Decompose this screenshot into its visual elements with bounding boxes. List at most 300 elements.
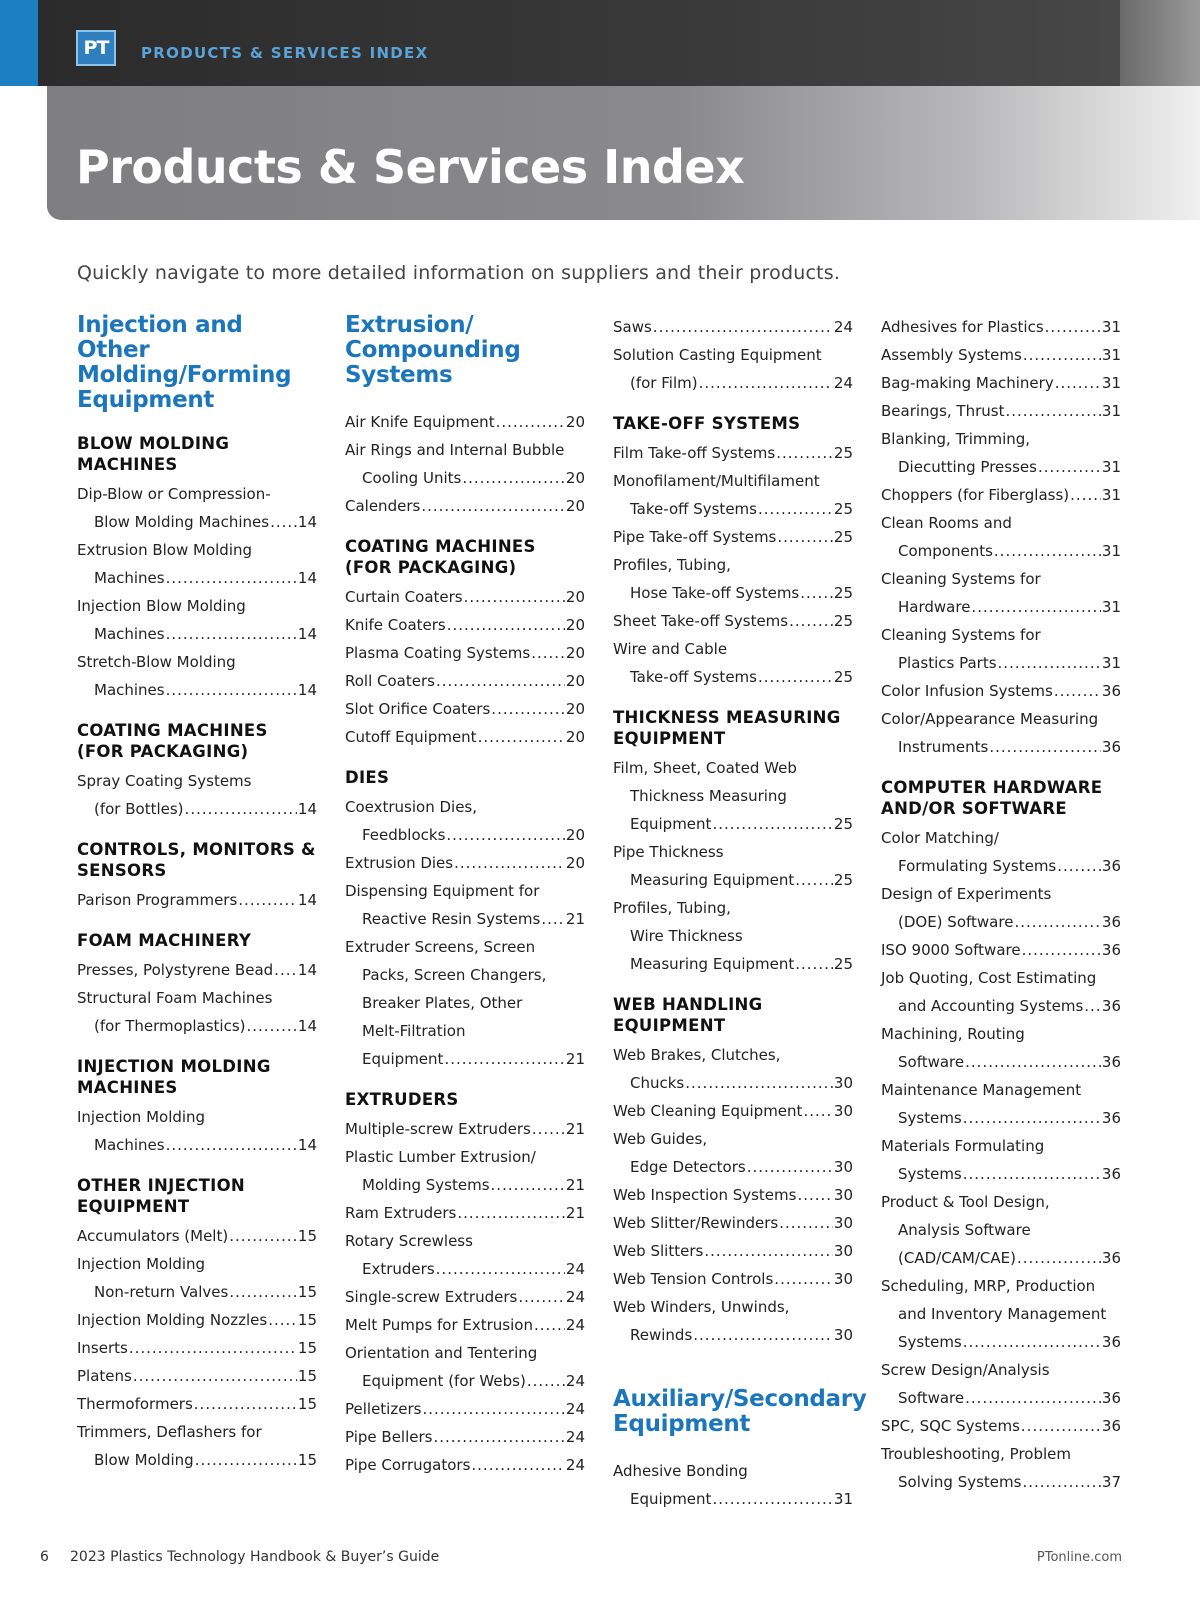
- entry-text: Calenders: [345, 497, 421, 515]
- entry-text: Wire and Cable: [613, 640, 728, 658]
- entry-text: Pipe Thickness: [613, 843, 724, 861]
- entry-text: Parison Programmers: [77, 891, 238, 909]
- dot-leader: [194, 1390, 297, 1418]
- entry-text: Adhesives for Plastics: [881, 318, 1044, 336]
- index-entry: [77, 1103, 317, 1159]
- index-entry: [345, 583, 585, 611]
- index-entry: [345, 793, 585, 849]
- entry-text: Hose Take-off Systems: [630, 584, 800, 602]
- index-entry: [77, 1362, 317, 1390]
- index-entry: [345, 1423, 585, 1451]
- index-entry: [77, 956, 317, 984]
- dot-leader: [685, 1069, 833, 1097]
- index-entry: [881, 1412, 1121, 1440]
- section-kicker: PRODUCTS & SERVICES INDEX: [141, 44, 429, 62]
- index-entry: [881, 481, 1121, 509]
- entry-text: Pipe Corrugators: [345, 1456, 471, 1474]
- entry-page-number: 14: [297, 961, 317, 979]
- category-heading: COATING MACHINES (FOR PACKAGING): [77, 721, 268, 761]
- index-entry: [881, 1272, 1121, 1356]
- entry-text: Coextrusion Dies,: [345, 798, 478, 816]
- entry-text: Reactive Resin Systems: [362, 910, 541, 928]
- entry-text: Sheet Take-off Systems: [613, 612, 789, 630]
- index-entry: [881, 677, 1121, 705]
- index-entry: [613, 1097, 853, 1125]
- entry-text: Melt-Filtration: [362, 1022, 466, 1040]
- entry-text: Equipment: [362, 1050, 444, 1068]
- entry-text: Measuring Equipment: [630, 871, 795, 889]
- entry-text: (DOE) Software: [898, 913, 1014, 931]
- index-entry: [613, 1209, 853, 1237]
- entry-page-number: 30: [833, 1074, 853, 1092]
- dot-leader: [491, 695, 565, 723]
- entry-text: Machines: [94, 681, 165, 699]
- entry-text: Platens: [77, 1367, 132, 1385]
- dot-leader: [699, 369, 833, 397]
- entry-text: Take-off Systems: [630, 500, 757, 518]
- dot-leader: [462, 464, 565, 492]
- entry-text: Breaker Plates, Other: [362, 994, 523, 1012]
- entry-text: Rotary Screwless: [345, 1232, 473, 1250]
- entry-page-number: 31: [1101, 402, 1121, 420]
- entry-page-number: 31: [1101, 542, 1121, 560]
- dot-leader: [963, 1104, 1101, 1132]
- index-entry: [613, 551, 853, 607]
- dot-leader: [777, 523, 833, 551]
- entry-text: Thickness Measuring: [630, 787, 787, 805]
- section-heading: Injection and Other Molding/Forming Equipment: [77, 312, 292, 413]
- entry-page-number: 25: [833, 871, 853, 889]
- page-title: Products & Services Index: [76, 140, 745, 194]
- entry-text: Blow Molding Machines: [94, 513, 270, 531]
- index-entry: [881, 369, 1121, 397]
- index-entry: [881, 397, 1121, 425]
- dot-leader: [758, 495, 833, 523]
- entry-page-number: 36: [1101, 682, 1121, 700]
- index-entry: [613, 439, 853, 467]
- index-entry: [345, 1451, 585, 1479]
- index-entry: [881, 964, 1121, 1020]
- index-column-4: [881, 313, 1121, 1496]
- dot-leader: [446, 821, 565, 849]
- entry-text: Melt Pumps for Extrusion: [345, 1316, 533, 1334]
- entry-page-number: 30: [833, 1242, 853, 1260]
- entry-page-number: 15: [297, 1227, 317, 1245]
- entry-text: Inserts: [77, 1339, 128, 1357]
- dot-leader: [963, 1328, 1101, 1356]
- entry-text: Screw Design/Analysis: [881, 1361, 1050, 1379]
- category-heading: CONTROLS, MONITORS & SENSORS: [77, 840, 316, 880]
- page-number: 6: [40, 1549, 49, 1565]
- entry-text: Extrusion Blow Molding: [77, 541, 253, 559]
- entry-text: Cooling Units: [362, 469, 462, 487]
- index-entry: [881, 824, 1121, 880]
- entry-page-number: 25: [833, 955, 853, 973]
- entry-text: Machines: [94, 625, 165, 643]
- dot-leader: [444, 1045, 564, 1073]
- entry-text: Systems: [898, 1333, 962, 1351]
- entry-page-number: 15: [297, 1311, 317, 1329]
- category-heading: TAKE-OFF SYSTEMS: [613, 414, 801, 433]
- dot-leader: [447, 611, 565, 639]
- entry-page-number: 25: [833, 612, 853, 630]
- entry-text: Cleaning Systems for: [881, 626, 1041, 644]
- dot-leader: [532, 1115, 565, 1143]
- intro-text: Quickly navigate to more detailed information on suppliers and their products.: [77, 262, 841, 284]
- entry-text: Multiple-screw Extruders: [345, 1120, 531, 1138]
- dot-leader: [776, 439, 833, 467]
- dot-leader: [491, 1171, 565, 1199]
- section-heading: Extrusion/ Compounding Systems: [345, 312, 521, 388]
- entry-page-number: 24: [833, 318, 853, 336]
- entry-text: Injection Molding: [77, 1255, 206, 1273]
- entry-page-number: 24: [565, 1372, 585, 1390]
- entry-page-number: 15: [297, 1283, 317, 1301]
- entry-page-number: 30: [833, 1186, 853, 1204]
- entry-text: Dispensing Equipment for: [345, 882, 540, 900]
- entry-page-number: 25: [833, 815, 853, 833]
- category-heading: OTHER INJECTION EQUIPMENT: [77, 1176, 246, 1216]
- entry-page-number: 15: [297, 1451, 317, 1469]
- entry-page-number: 36: [1101, 1053, 1121, 1071]
- dot-leader: [1054, 677, 1101, 705]
- index-entry: [345, 849, 585, 877]
- entry-text: Web Tension Controls: [613, 1270, 774, 1288]
- dot-leader: [693, 1321, 833, 1349]
- dot-leader: [998, 649, 1101, 677]
- index-column-2: [345, 313, 585, 1479]
- category-heading: EXTRUDERS: [345, 1090, 459, 1109]
- entry-page-number: 36: [1101, 1389, 1121, 1407]
- index-entry: [77, 648, 317, 704]
- index-entry: [881, 1076, 1121, 1132]
- entry-text: Film Take-off Systems: [613, 444, 776, 462]
- index-column-3: [613, 313, 867, 1513]
- dot-leader: [454, 849, 565, 877]
- header-band: [0, 0, 1200, 86]
- index-entry: [881, 1440, 1121, 1496]
- dot-leader: [534, 1311, 565, 1339]
- entry-text: (for Thermoplastics): [94, 1017, 246, 1035]
- entry-text: Components: [898, 542, 993, 560]
- dot-leader: [795, 950, 833, 978]
- index-entry: [345, 723, 585, 751]
- entry-text: Profiles, Tubing,: [613, 899, 731, 917]
- dot-leader: [229, 1222, 297, 1250]
- entry-text: (for Bottles): [94, 800, 184, 818]
- category-heading: WEB HANDLING EQUIPMENT: [613, 995, 763, 1035]
- entry-page-number: 25: [833, 584, 853, 602]
- entry-text: Plastics Parts: [898, 654, 997, 672]
- dot-leader: [963, 1160, 1101, 1188]
- dot-leader: [166, 564, 297, 592]
- entry-page-number: 36: [1101, 857, 1121, 875]
- entry-page-number: 20: [565, 700, 585, 718]
- category-heading: COATING MACHINES (FOR PACKAGING): [345, 537, 536, 577]
- entry-text: Blanking, Trimming,: [881, 430, 1031, 448]
- index-entry: [345, 877, 585, 933]
- entry-text: Web Brakes, Clutches,: [613, 1046, 781, 1064]
- dot-leader: [457, 1199, 565, 1227]
- entry-text: Color/Appearance Measuring: [881, 710, 1099, 728]
- index-entry: [881, 509, 1121, 565]
- dot-leader: [971, 593, 1100, 621]
- entry-text: Assembly Systems: [881, 346, 1022, 364]
- entry-page-number: 31: [1101, 374, 1121, 392]
- entry-page-number: 31: [1101, 318, 1121, 336]
- index-entry: [77, 1250, 317, 1306]
- entry-page-number: 36: [1101, 941, 1121, 959]
- index-entry: [881, 313, 1121, 341]
- index-entry: [613, 1125, 853, 1181]
- entry-text: (for Film): [630, 374, 698, 392]
- entry-page-number: 20: [565, 728, 585, 746]
- dot-leader: [797, 1181, 832, 1209]
- dot-leader: [1005, 397, 1100, 425]
- entry-page-number: 25: [833, 500, 853, 518]
- index-entry: [345, 1143, 585, 1199]
- index-entry: [613, 467, 853, 523]
- entry-text: Equipment: [630, 815, 712, 833]
- entry-text: Chucks: [630, 1074, 685, 1092]
- dot-leader: [1022, 1468, 1100, 1496]
- dot-leader: [1022, 936, 1101, 964]
- dot-leader: [166, 1131, 297, 1159]
- entry-text: Clean Rooms and: [881, 514, 1012, 532]
- index-entry: [881, 341, 1121, 369]
- entry-text: Accumulators (Melt): [77, 1227, 229, 1245]
- index-entry: [345, 933, 585, 1073]
- index-entry: [613, 1457, 853, 1513]
- dot-leader: [989, 733, 1101, 761]
- index-entry: [613, 341, 853, 397]
- index-entry: [77, 1334, 317, 1362]
- entry-text: Extruders: [362, 1260, 435, 1278]
- index-entry: [77, 984, 317, 1040]
- index-entry: [881, 621, 1121, 677]
- dot-leader: [274, 956, 297, 984]
- entry-text: Pipe Bellers: [345, 1428, 433, 1446]
- entry-text: Bearings, Thrust: [881, 402, 1005, 420]
- entry-text: SPC, SQC Systems: [881, 1417, 1020, 1435]
- header-band-highlight: [1120, 0, 1200, 86]
- index-entry: [77, 1418, 317, 1474]
- index-entry: [881, 705, 1121, 761]
- entry-text: Plastic Lumber Extrusion/: [345, 1148, 536, 1166]
- entry-page-number: 21: [565, 1120, 585, 1138]
- entry-text: Color Infusion Systems: [881, 682, 1053, 700]
- index-entry: [345, 408, 585, 436]
- index-entry: [613, 838, 853, 894]
- entry-text: Solution Casting Equipment: [613, 346, 822, 364]
- dot-leader: [518, 1283, 565, 1311]
- entry-text: Dip-Blow or Compression-: [77, 485, 271, 503]
- entry-text: Machines: [94, 1136, 165, 1154]
- entry-text: Maintenance Management: [881, 1081, 1082, 1099]
- entry-text: Systems: [898, 1165, 962, 1183]
- category-heading: COMPUTER HARDWARE AND/OR SOFTWARE: [881, 778, 1103, 818]
- category-heading: BLOW MOLDING MACHINES: [77, 434, 230, 474]
- entry-text: Non-return Valves: [94, 1283, 229, 1301]
- dot-leader: [1057, 852, 1101, 880]
- entry-page-number: 20: [565, 469, 585, 487]
- entry-text: Rewinds: [630, 1326, 693, 1344]
- index-entry: [613, 1293, 853, 1349]
- index-entry: [613, 1181, 853, 1209]
- entry-page-number: 14: [297, 569, 317, 587]
- entry-page-number: 20: [565, 616, 585, 634]
- entry-page-number: 30: [833, 1270, 853, 1288]
- index-entry: [345, 1283, 585, 1311]
- dot-leader: [965, 1048, 1101, 1076]
- entry-text: Equipment: [630, 1490, 712, 1508]
- entry-text: Diecutting Presses: [898, 458, 1037, 476]
- publication-title: 2023 Plastics Technology Handbook & Buyer’s Guide: [70, 1549, 440, 1565]
- entry-text: Instruments: [898, 738, 989, 756]
- dot-leader: [270, 508, 297, 536]
- entry-text: Measuring Equipment: [630, 955, 795, 973]
- entry-text: Trimmers, Deflashers for: [77, 1423, 262, 1441]
- dot-leader: [531, 639, 565, 667]
- entry-page-number: 15: [297, 1339, 317, 1357]
- entry-text: (CAD/CAM/CAE): [898, 1249, 1016, 1267]
- index-entry: [881, 1132, 1121, 1188]
- entry-text: Orientation and Tentering: [345, 1344, 538, 1362]
- index-entry: [881, 1188, 1121, 1272]
- blue-edge-tab: [0, 0, 38, 86]
- entry-text: Cleaning Systems for: [881, 570, 1041, 588]
- entry-text: Profiles, Tubing,: [613, 556, 731, 574]
- entry-text: Scheduling, MRP, Production: [881, 1277, 1096, 1295]
- dot-leader: [238, 886, 297, 914]
- entry-text: and Accounting Systems: [898, 997, 1084, 1015]
- entry-text: Troubleshooting, Problem: [881, 1445, 1072, 1463]
- entry-page-number: 21: [565, 910, 585, 928]
- entry-page-number: 14: [297, 800, 317, 818]
- entry-text: Roll Coaters: [345, 672, 435, 690]
- entry-text: Injection Molding Nozzles: [77, 1311, 268, 1329]
- entry-text: Materials Formulating: [881, 1137, 1045, 1155]
- index-entry: [77, 1390, 317, 1418]
- index-entry: [345, 695, 585, 723]
- dot-leader: [1038, 453, 1101, 481]
- entry-page-number: 20: [565, 826, 585, 844]
- index-entry: [77, 1306, 317, 1334]
- entry-page-number: 14: [297, 1017, 317, 1035]
- entry-text: Knife Coaters: [345, 616, 446, 634]
- entry-page-number: 25: [833, 668, 853, 686]
- entry-text: Pipe Take-off Systems: [613, 528, 777, 546]
- dot-leader: [464, 583, 565, 611]
- entry-text: Bag-making Machinery: [881, 374, 1054, 392]
- dot-leader: [758, 663, 833, 691]
- entry-text: Web Slitters: [613, 1242, 704, 1260]
- entry-text: Structural Foam Machines: [77, 989, 273, 1007]
- entry-page-number: 21: [565, 1176, 585, 1194]
- index-entry: [345, 667, 585, 695]
- dot-leader: [1045, 313, 1101, 341]
- entry-text: Extrusion Dies: [345, 854, 454, 872]
- index-entry: [345, 1339, 585, 1395]
- entry-page-number: 24: [565, 1400, 585, 1418]
- entry-page-number: 24: [565, 1456, 585, 1474]
- index-column-1: [77, 313, 317, 1474]
- index-entry: [881, 880, 1121, 936]
- dot-leader: [965, 1384, 1101, 1412]
- dot-leader: [195, 1446, 297, 1474]
- index-entry: [613, 635, 853, 691]
- entry-page-number: 36: [1101, 1333, 1121, 1351]
- dot-leader: [436, 667, 565, 695]
- entry-page-number: 25: [833, 444, 853, 462]
- entry-text: Plasma Coating Systems: [345, 644, 531, 662]
- entry-page-number: 20: [565, 672, 585, 690]
- entry-page-number: 24: [833, 374, 853, 392]
- entry-text: Spray Coating Systems: [77, 772, 252, 790]
- dot-leader: [747, 1153, 833, 1181]
- dot-leader: [1014, 908, 1100, 936]
- entry-text: Software: [898, 1389, 965, 1407]
- entry-page-number: 36: [1101, 1417, 1121, 1435]
- index-entry: [345, 436, 585, 492]
- pt-logo: PT: [76, 30, 116, 66]
- dot-leader: [712, 1485, 832, 1513]
- entry-text: Injection Molding: [77, 1108, 206, 1126]
- section-heading: Auxiliary/Secondary Equipment: [613, 1386, 867, 1437]
- index-entry: [613, 1237, 853, 1265]
- entry-page-number: 36: [1101, 1165, 1121, 1183]
- entry-page-number: 20: [565, 854, 585, 872]
- entry-page-number: 20: [565, 588, 585, 606]
- entry-page-number: 25: [833, 528, 853, 546]
- entry-text: Software: [898, 1053, 965, 1071]
- dot-leader: [803, 1097, 832, 1125]
- entry-text: Monofilament/Multifilament: [613, 472, 820, 490]
- entry-text: Wire Thickness: [630, 927, 743, 945]
- entry-page-number: 37: [1101, 1473, 1121, 1491]
- entry-text: Web Inspection Systems: [613, 1186, 797, 1204]
- dot-leader: [422, 1395, 564, 1423]
- dot-leader: [1084, 992, 1101, 1020]
- index-entry: [613, 1265, 853, 1293]
- entry-text: Take-off Systems: [630, 668, 757, 686]
- dot-leader: [133, 1362, 297, 1390]
- entry-page-number: 31: [1101, 598, 1121, 616]
- entry-page-number: 24: [565, 1428, 585, 1446]
- entry-page-number: 15: [297, 1367, 317, 1385]
- entry-text: Blow Molding: [94, 1451, 194, 1469]
- index-entry: [345, 639, 585, 667]
- entry-text: Cutoff Equipment: [345, 728, 477, 746]
- entry-page-number: 36: [1101, 997, 1121, 1015]
- dot-leader: [129, 1334, 297, 1362]
- entry-text: Curtain Coaters: [345, 588, 463, 606]
- entry-page-number: 24: [565, 1316, 585, 1334]
- dot-leader: [1017, 1244, 1101, 1272]
- entry-text: Saws: [613, 318, 652, 336]
- entry-text: and Inventory Management: [898, 1305, 1107, 1323]
- index-entry: [345, 1395, 585, 1423]
- index-entry: [345, 1227, 585, 1283]
- entry-text: Single-screw Extruders: [345, 1288, 518, 1306]
- entry-text: Injection Blow Molding: [77, 597, 246, 615]
- entry-text: Color Matching/: [881, 829, 999, 847]
- dot-leader: [496, 408, 565, 436]
- entry-page-number: 20: [565, 497, 585, 515]
- dot-leader: [247, 1012, 297, 1040]
- index-entry: [881, 565, 1121, 621]
- dot-leader: [1021, 1412, 1101, 1440]
